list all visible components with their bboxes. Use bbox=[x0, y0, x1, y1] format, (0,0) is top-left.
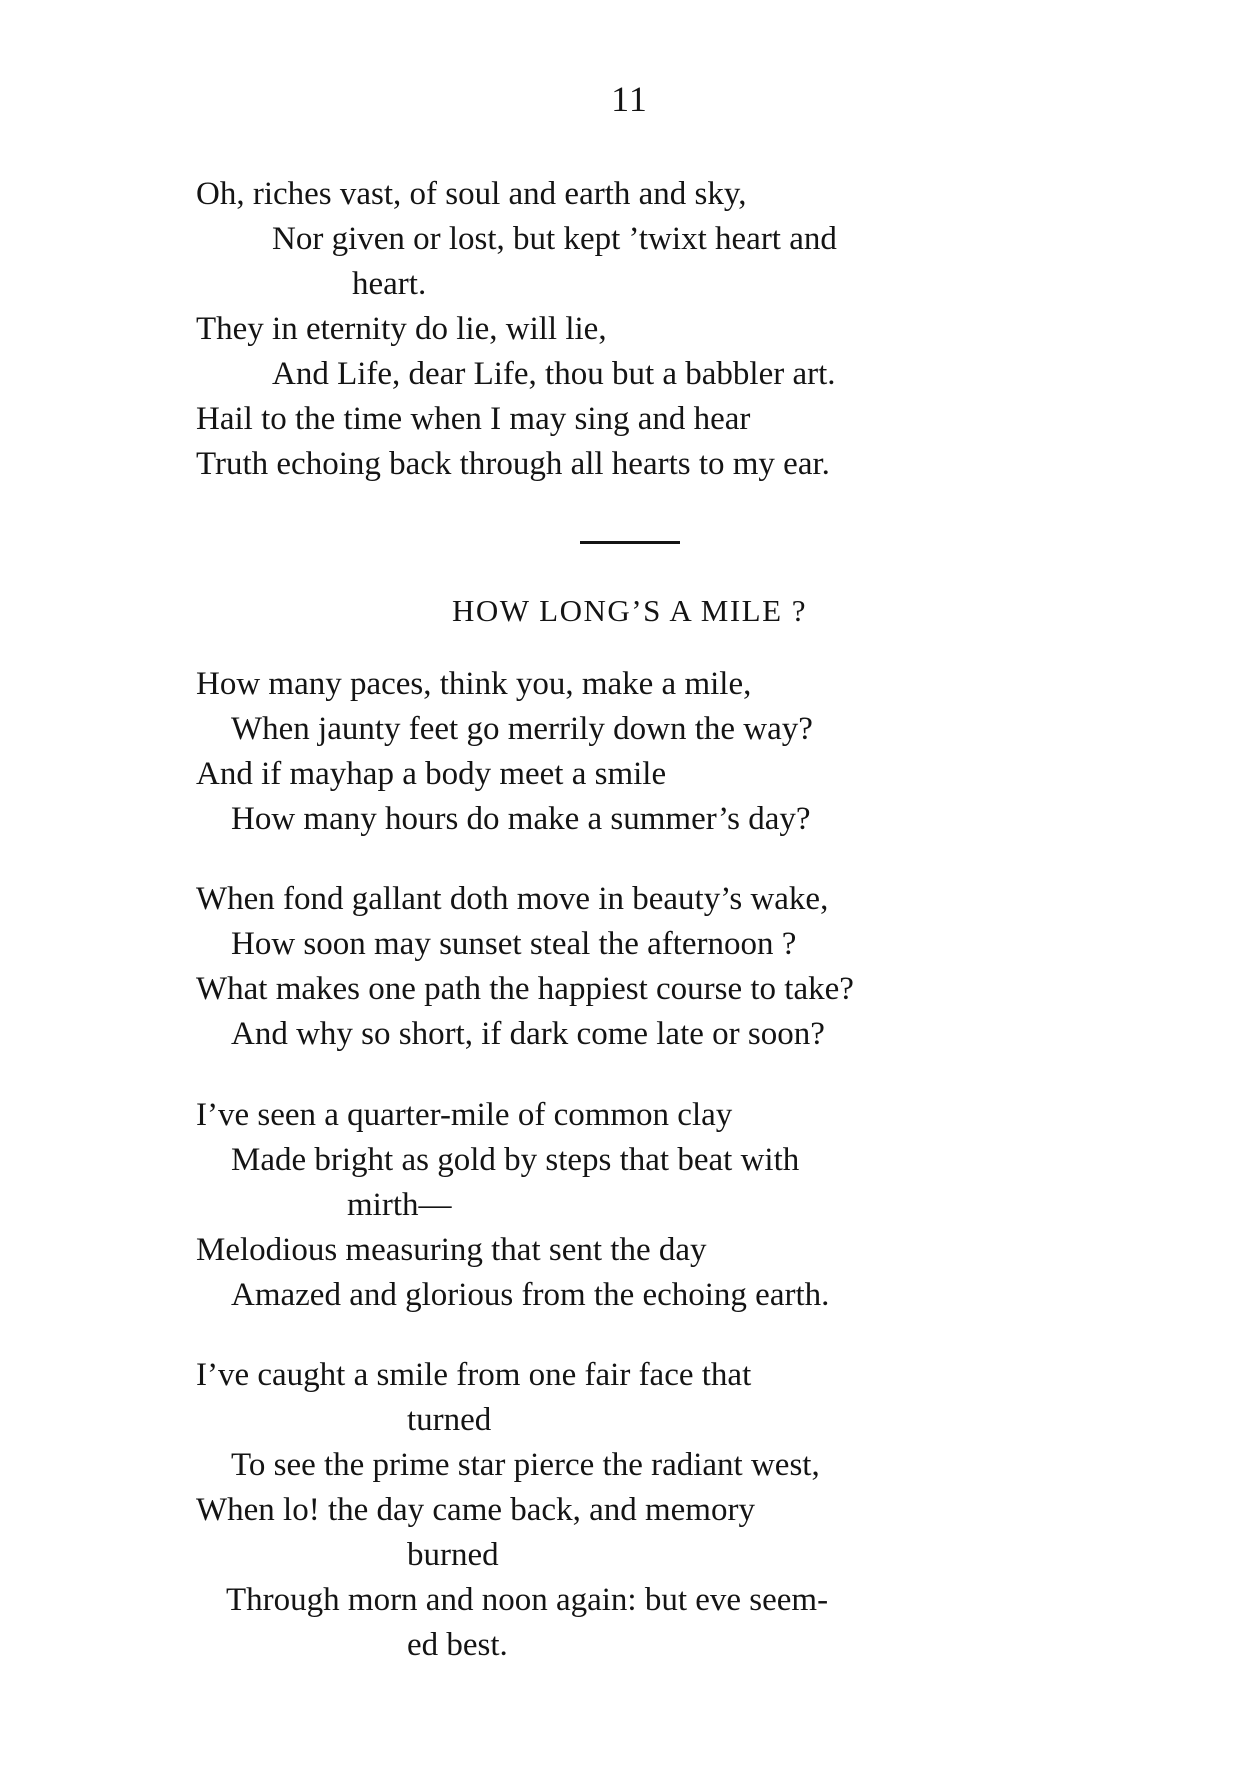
poem-line: mirth— bbox=[347, 1187, 452, 1223]
poem-line: And why so short, if dark come late or soon? bbox=[231, 1016, 825, 1052]
poem-line: When lo! the day came back, and memory bbox=[196, 1492, 755, 1528]
poem-line: And Life, dear Life, thou but a babbler art. bbox=[272, 356, 836, 392]
poem-line: How many hours do make a summer’s day? bbox=[231, 801, 811, 837]
poem-line: And if mayhap a body meet a smile bbox=[196, 756, 667, 792]
poem-line: Hail to the time when I may sing and hear bbox=[196, 401, 751, 437]
section-divider bbox=[580, 541, 680, 544]
poem-line: How soon may sunset steal the afternoon ? bbox=[231, 926, 797, 962]
poem-line: ed best. bbox=[407, 1627, 508, 1663]
poem-line: turned bbox=[407, 1402, 492, 1438]
poem-line: Truth echoing back through all hearts to my ear. bbox=[196, 446, 830, 482]
poem-title: HOW LONG’S A MILE ? bbox=[451, 593, 808, 628]
poem-line: Through morn and noon again: but eve seem- bbox=[226, 1582, 829, 1618]
poem-line: When fond gallant doth move in beauty’s wake, bbox=[196, 881, 829, 917]
poem-line: heart. bbox=[352, 266, 427, 302]
poem-line: burned bbox=[407, 1537, 499, 1573]
page-number: 11 bbox=[611, 79, 648, 119]
poem-line: Amazed and glorious from the echoing earth. bbox=[231, 1277, 830, 1313]
poem-line: Melodious measuring that sent the day bbox=[196, 1232, 707, 1268]
poem-line: Nor given or lost, but kept ’twixt heart and bbox=[272, 221, 837, 257]
poem-line: I’ve caught a smile from one fair face that bbox=[196, 1357, 752, 1393]
poem-line: What makes one path the happiest course to take? bbox=[196, 971, 854, 1007]
poem-line: Oh, riches vast, of soul and earth and sky, bbox=[196, 176, 747, 212]
poem-line: They in eternity do lie, will lie, bbox=[196, 311, 607, 347]
poem-line: I’ve seen a quarter-mile of common clay bbox=[196, 1097, 733, 1133]
poem-line: Made bright as gold by steps that beat with bbox=[231, 1142, 800, 1178]
poem-line: To see the prime star pierce the radiant west, bbox=[231, 1447, 820, 1483]
poem-line: How many paces, think you, make a mile, bbox=[196, 666, 752, 702]
poem-line: When jaunty feet go merrily down the way? bbox=[231, 711, 813, 747]
